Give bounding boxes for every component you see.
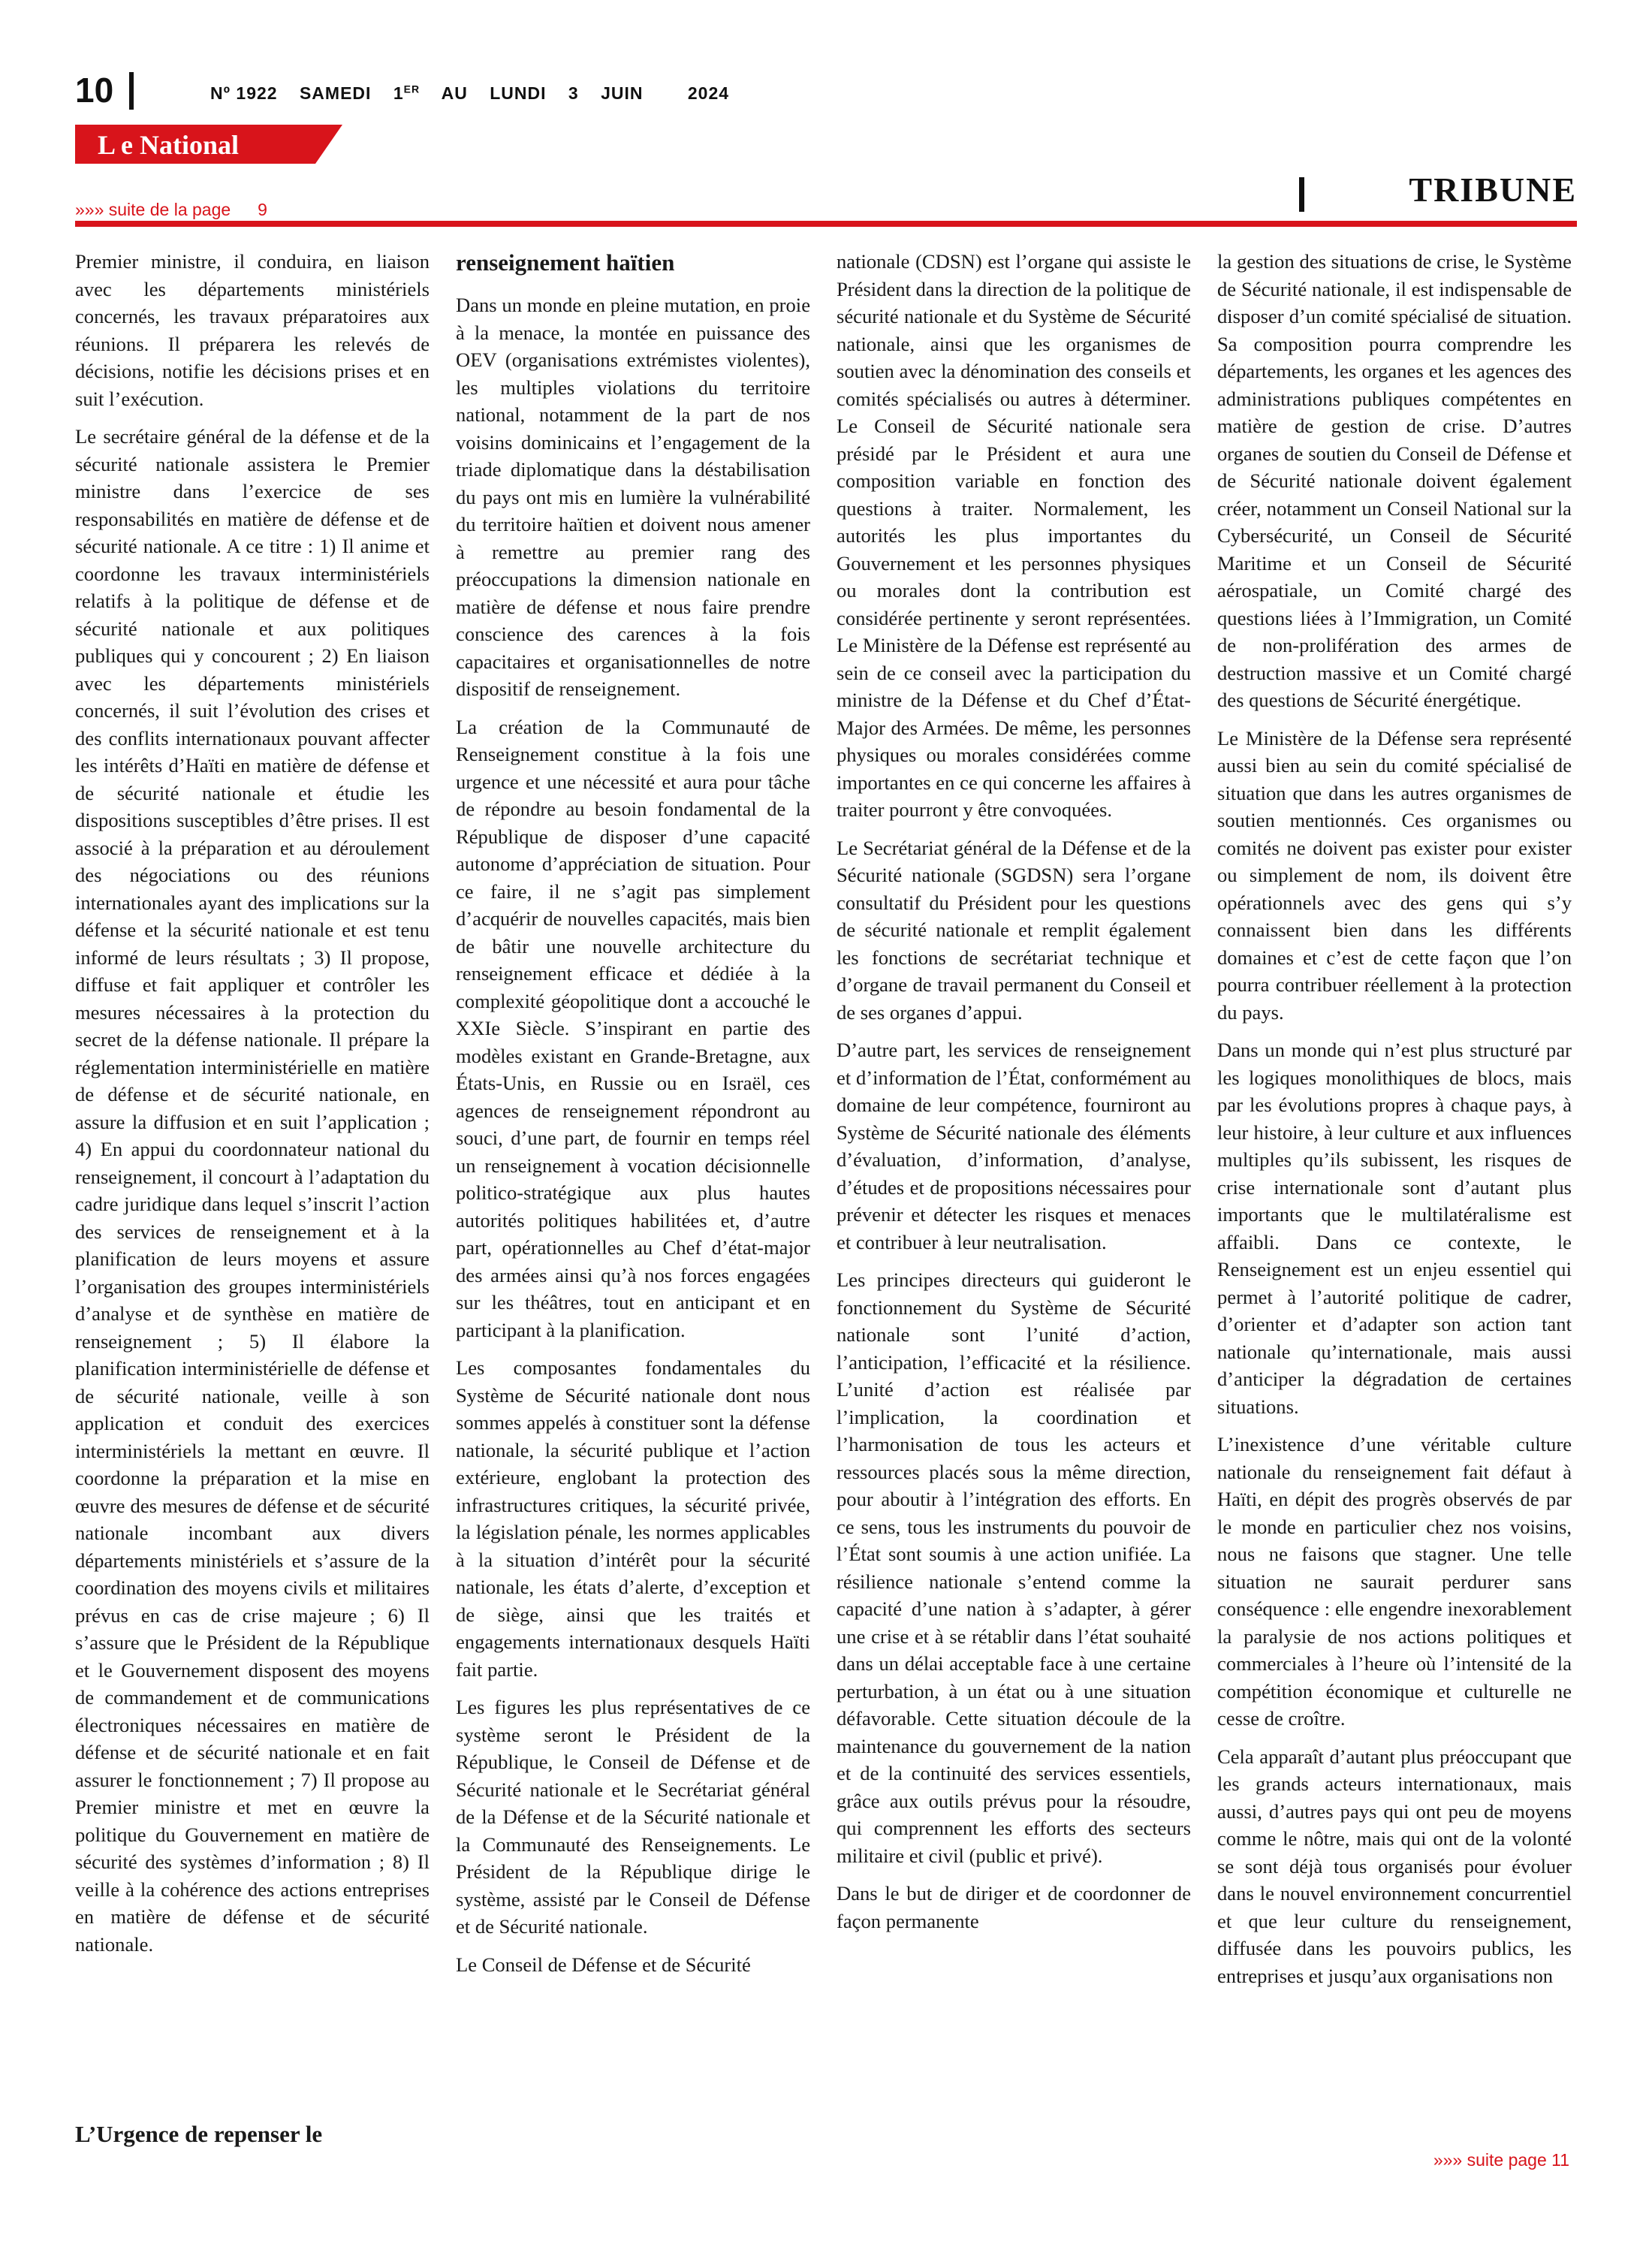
paragraph: La création de la Communauté de Renseignement constitue à la fois une urgence et une nécessité et aura pour tâche de répondre au besoin fondamental de la République de disposer d’une capacité autonome d’appréciation de situation. Pour ce faire, il ne s’agit pas simplement d’acquérir de nouvelles capacités, mais bien de bâtir une nouvelle architecture du renseignement efficace et dédiée à la complexité géopolitique dont a accouché le XXIe Siècle. S’inspirant en partie des modèles existant en Grande-Bretagne, aux États-Unis, en Russie ou en Israël, ces agences de renseignement répondront au souci, d’une part, de fournir en temps réel un renseignement à vocation décisionnelle politico-stratégique aux plus hautes autorités politiques habilitées et, d’autre part, opérationnelles au Chef d’état-major des armées ainsi qu’à nos forces engagées sur les théâtres, tout en anticipant et en participant à la planification. [456, 715, 810, 1341]
continued-from-page: 9 [258, 200, 267, 219]
paragraph: Cela apparaît d’autant plus préoccupant que les grands acteurs internationaux, mais aussi, d’autres pays qui ont peu de moyens comme le nôtre, mais qui ont de la volonté se sont déjà tous organisés pour évoluer dans le nouvel environnement concurrentiel et que leur culture du renseignement, diffusée dans les pouvoirs publics, les entreprises et jusqu’aux organisations non [1217, 1745, 1572, 1987]
continued-from-note [75, 200, 267, 220]
date-month: JUIN [601, 83, 644, 103]
paragraph: nationale (CDSN) est l’organe qui assiste le Président dans la direction de la politique de sécurité nationale et du Système de Sécurité nationale, ainsi que les organismes de soutien avec la dénomination des conseils et comités spécialisés ou autres à déterminer. Le Conseil de Sécurité nationale sera présidé par le Président et aura une composition variable en fonction des questions à traiter. Normalement, les autorités les plus importantes du Gouvernement et les personnes physiques ou morales dont la contribution est considérée pertinente y seront représentées. Le Ministère de la Défense est représenté au sein de ce conseil avec la participation du ministre de la Défense et du Chef d’État-Major des Armées. De même, les personnes physiques ou morales considérées comme importantes en ce qui concerne les affaires à traiter pourront y être convoquées. [837, 250, 1191, 821]
paragraph: Le Secrétariat général de la Défense et de la Sécurité nationale (SGDSN) sera l’organe consultatif du Président pour les questions de sécurité nationale et remplit également les fonctions de secrétariat technique et d’organe de travail permanent du Conseil et de ses organes d’appui. [837, 836, 1191, 1024]
section-divider [1299, 177, 1304, 212]
header-red-rule [75, 221, 1577, 227]
article-column-1 [75, 248, 430, 1968]
paragraph: Les composantes fondamentales du Système de Sécurité nationale dont nous sommes appelés à constituer sont la défense nationale, la sécurité publique et l’action extérieure, englobant la protection des infrastructures critiques, la sécurité privée, la législation pénale, les normes applicables à la situation d’intérêt pour la sécurité nationale, les états d’alerte, d’exception et de siège, ainsi que les traités et engagements internationaux desquels Haïti fait partie. [456, 1356, 810, 1681]
paragraph: Dans le but de diriger et de coordonner de façon permanente [837, 1882, 1191, 1932]
masthead [75, 125, 1577, 209]
issue-number: Nº 1922 [210, 83, 278, 103]
article-column-3 [837, 248, 1191, 1945]
paragraph: Premier ministre, il conduira, en liaison avec les départements ministériels concernés, les travaux préparatoires aux réunions. Il préparera les relevés de décisions, notifie les décisions prises et en suit l’exécution. [75, 250, 430, 410]
date-au: AU [441, 83, 468, 103]
date-day-number: 1ER [393, 83, 421, 103]
page-header [75, 69, 1577, 209]
masthead-logo-text: L e National [98, 130, 240, 160]
paragraph: Le Ministère de la Défense sera représenté aussi bien au sein du comité spécialisé de situation que dans les autres organismes de soutien mentionnés. Ces organismes ou comités ne doivent pas exister pour exister ou simplement de nom, ils doivent être opérationnels avec des gens qui s’y connaissent bien dans les différents domaines et c’est de cette façon que l’on pourra contribuer réellement à la protection du pays. [1217, 726, 1572, 1024]
paragraph: Les principes directeurs qui guideront le fonctionnement du Système de Sécurité nationale sont l’unité d’action, l’anticipation, l’efficacité et la résilience. L’unité d’action est réalisée par l’implication, la coordination et l’harmonisation de tous les acteurs et ressources placés sous la même direction, pour aboutir à l’intégration des efforts. En ce sens, tous les instruments du pouvoir de l’État sont soumis à une action unifiée. La résilience nationale s’entend comme la capacité d’une nation à s’adapter, à gérer une crise et à se rétablir dans l’état souhaité dans un délai acceptable face à une certaine perturbation, à un état ou à une situation défavorable. Cette situation découle de la maintenance du gouvernement de la nation et de la continuité des services essentiels, grâce aux outils prévus pour la résoudre, qui comprennent les efforts des secteurs militaire et civil (public et privé). [837, 1268, 1191, 1867]
paragraph: Le secrétaire général de la défense et de la sécurité nationale assistera le Premier ministre dans l’exercice de ses responsabilités en matière de défense et de sécurité nationale. A ce titre : 1) Il anime et coordonne les travaux interministériels relatifs à la politique de défense et de sécurité nationale et aux politiques publiques qui y concourent ; 2) En liaison avec les départements ministériels concernés, il suit l’évolution des crises et des conflits internationaux pouvant affecter les intérêts d’Haïti en matière de défense et de sécurité nationale et étudie les dispositions susceptibles d’être prises. Il est associé à la préparation et au déroulement des négociations ou des réunions internationales ayant des implications sur la défense et la sécurité nationale et est tenu informé de leurs résultats ; 3) Il propose, diffuse et fait appliquer et contrôler les mesures nécessaires à la protection du secret de la défense nationale. Il prépare la réglementation interministérielle en matière de défense et de sécurité nationale, en assure la diffusion et en suit l’application ; 4) En appui du coordonnateur national du renseignement, il concourt à l’adaptation du cadre juridique dans lequel s’inscrit l’action des services de renseignement et à la planification de leurs moyens et assure l’organisation des groupes interministériels d’analyse et de synthèse en matière de renseignement ; 5) Il élabore la planification interministérielle de défense et de sécurité nationale, veille à son application et conduit des exercices interministériels la mettant en œuvre. Il coordonne la préparation et la mise en œuvre des mesures de défense et de sécurité nationale incombant aux divers départements ministériels et s’assure de la coordination des moyens civils et militaires prévus en cas de crise majeure ; 6) Il s’assure que le Président de la République et le Gouvernement disposent des moyens de commandement et de communications électroniques nécessaires en matière de défense et de sécurité nationale et en fait assurer le fonctionnement ; 7) Il propose au Premier ministre et met en œuvre la politique du Gouvernement en matière de sécurité des systèmes d’information ; 8) Il veille à la cohérence des actions entreprises en matière de défense et de sécurité nationale. [75, 425, 430, 1956]
section-title: TRIBUNE [1409, 170, 1577, 209]
article-column-4 [1217, 248, 1572, 2000]
date-day-start: SAMEDI [299, 83, 372, 103]
date-day-end-number: 3 [568, 83, 579, 103]
header-divider [129, 72, 134, 110]
masthead-banner-tail [315, 125, 342, 164]
paragraph: D’autre part, les services de renseignement et d’information de l’État, conformément au domaine de leur compétence, fourniront au Système de Sécurité nationale des éléments d’évaluation, d’information, d’analyse, d’études et de propositions nécessaires pour prévenir et détecter les risques et menaces et contribuer à leur neutralisation. [837, 1039, 1191, 1253]
paragraph: Dans un monde qui n’est plus structuré par les logiques monolithiques de blocs, mais par les évolutions propres à chaque pays, à leur histoire, à leur culture et aux influences multiples qu’ils subissent, les risques de crise internationale sont d’autant plus importants que le multilatéralisme est affaibli. Dans ce contexte, le Renseignement est un enjeu essentiel qui permet à l’autorité politique de cadrer, d’orienter et d’adapter son action tant nationale qu’internationale, mais aussi d’anticiper la dégradation de certaines situations. [1217, 1039, 1572, 1418]
continued-on-note: »»» suite page 11 [1433, 2150, 1569, 2170]
paragraph: la gestion des situations de crise, le Système de Sécurité nationale, il est indispensable de disposer d’un comité spécialisé de situation. Sa composition pourra comprendre les départements, les organes et les agences des administrations publiques compétentes en matière de gestion de crise. D’autres organes de soutien du Conseil de Défense et de Sécurité nationale doivent également créer, notamment un Conseil National sur la Cybersécurité, un Conseil de Sécurité Maritime et un Conseil de Sécurité aérospatiale, un Comité chargé des questions liées à l’Immigration, un Comité de non-prolifération des armes de destruction massive et un Comité chargé des questions de Sécurité énergétique. [1217, 250, 1572, 711]
paragraph: Le Conseil de Défense et de Sécurité [456, 1953, 751, 1976]
article-subheading: L’Urgence de repenser le [75, 2121, 323, 2147]
article-subheading-continued: renseignement haïtien [456, 249, 675, 276]
continued-from-label: »»» suite de la page [75, 200, 231, 219]
page-number: 10 [75, 71, 114, 110]
date-year: 2024 [687, 83, 730, 103]
paragraph: Dans un monde en pleine mutation, en proie à la menace, la montée en puissance des OEV (organisations extrémistes violentes), les multiples violations du territoire national, notamment de la part de nos voisins dominicains et l’engagement de la triade diplomatique dans la déstabilisation du pays ont mis en lumière la vulnérabilité du territoire haïtien et doivent nous amener à remettre au premier rang des préoccupations la dimension nationale en matière de défense et nous faire prendre conscience des carences à la fois capacitaires et organisationnelles de notre dispositif de renseignement. [456, 294, 810, 700]
issue-date-line [210, 83, 746, 104]
paragraph: L’inexistence d’une véritable culture nationale du renseignement fait défaut à Haïti, en dépit des progrès observés de par le monde en particulier chez nos voisins, nous ne faisons que stagner. Une telle situation ne saurait perdurer sans conséquence : elle engendre inexorablement la paralysie de nos actions politiques et commerciales à l’heure où l’intensité de la compétition économique et culturelle ne cesse de croître. [1217, 1433, 1572, 1730]
date-day-end: LUNDI [490, 83, 547, 103]
article-column-2 [456, 248, 810, 1989]
paragraph: Les figures les plus représentatives de ce système seront le Président de la République, le Conseil de Défense et de Sécurité nationale et le Secrétariat général de la Défense et de la Sécurité nationale et la Communauté des Renseignements. Le Président de la République dirige le système, assisté par le Conseil de Défense et de Sécurité nationale. [456, 1696, 810, 1938]
